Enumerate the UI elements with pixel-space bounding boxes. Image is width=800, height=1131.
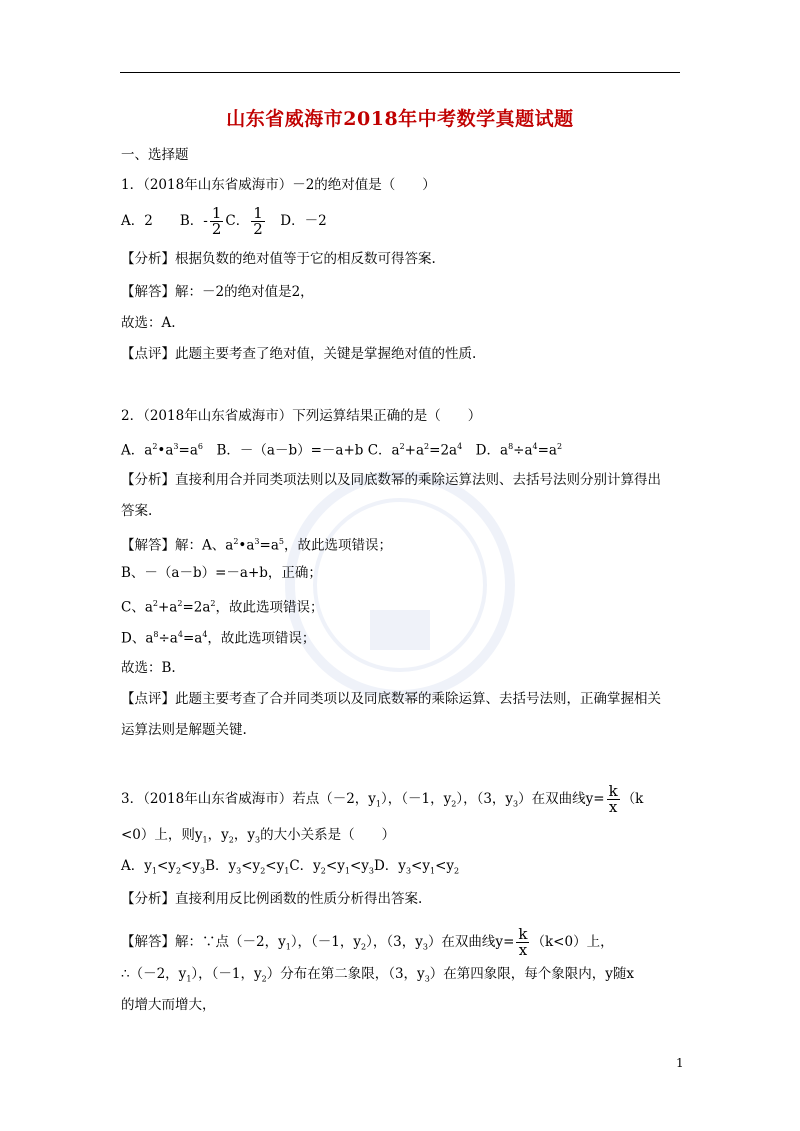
q2-choice: 故选：B. (121, 660, 176, 676)
fraction: $\frac{1}{2}$ (253, 204, 263, 238)
q2-options: A．$a^2•a^3=a^6$ B．－（a－b）=－a+b C．$a^2+a^2=2a^4$ D．$a^8\div a^4=a^2$ (121, 442, 563, 459)
q3-analysis: 【分析】直接利用反比例函数的性质分析得出答案. (121, 891, 423, 907)
q2-answer-d: D、$a^8\div a^4=a^4$，故此选项错误； (121, 630, 316, 647)
document-title: 山东省威海市2018年中考数学真题试题 (226, 108, 574, 130)
section-heading: 一、选择题 (121, 147, 189, 163)
q2-analysis-line1: 【分析】直接利用合并同类项法则以及同底数幂的乘除运算法则、去括号法则分别计算得出 (121, 472, 661, 488)
q2-answer-c: C、$a^2+a^2=2a^2$，故此选项错误； (121, 599, 324, 616)
q2-comment-line1: 【点评】此题主要考查了合并同类项以及同底数幂的乘除运算、去括号法则，正确掌握相关 (121, 691, 661, 707)
q3-answer-line3: 的增大而增大， (121, 997, 216, 1013)
q1-choice: 故选：A. (121, 315, 176, 331)
q2-answer-a: 【解答】解：A、$a^2•a^3=a^5$，故此选项错误； (121, 537, 392, 554)
q1-answer: 【解答】解：－2的绝对值是2， (121, 284, 314, 300)
q3-answer-line1: 【解答】解：∵点（－2，$y_1$），（－1，$y_2$），（3，$y_3$）在双曲线y= $\frac{k}{x}$ （k<0）上， (121, 925, 614, 959)
q3-stem-line1: 3．（2018年山东省威海市）若点（－2，$y_1$），（－1，$y_2$），（3，$y_3$）在双曲线y= $\frac{k}{x}$ （k (121, 782, 644, 816)
header-rule (120, 72, 680, 73)
q2-stem: 2．（2018年山东省威海市）下列运算结果正确的是（ ） (121, 408, 482, 424)
fraction: $\frac{k}{x}$ (518, 925, 528, 959)
page-number: 1 (676, 1056, 684, 1070)
q3-options: A．$y_1<y_2<y_3B$．$y_3<y_2<y_1C$．$y_2<y_1<y_3D$．$y_3<y_1<y_2$ (121, 858, 460, 876)
q3-answer-line2: ∴（－2，$y_1$），（－1，$y_2$）分布在第二象限，（3，$y_3$）在第四象限，每个象限内，y随x (121, 966, 635, 984)
fraction: $\frac{1}{2}$ (211, 204, 222, 238)
watermark-emblem (275, 460, 525, 710)
q1-stem: 1．（2018年山东省威海市）－2的绝对值是（ ） (121, 177, 436, 193)
fraction: $\frac{k}{x}$ (608, 782, 618, 816)
q1-options: A．2 B．- $\frac{1}{2}$ C． $\frac{1}{2}$ D．－2 (121, 204, 327, 238)
q2-analysis-line2: 答案. (121, 503, 153, 519)
q2-answer-b: B、－（a－b）=－a+b，正确； (121, 565, 322, 581)
q2-comment-line2: 运算法则是解题关键. (121, 722, 247, 738)
q1-comment: 【点评】此题主要考查了绝对值，关键是掌握绝对值的性质. (121, 346, 477, 362)
q1-analysis: 【分析】根据负数的绝对值等于它的相反数可得答案. (121, 251, 436, 267)
q3-stem-line2: <0）上，则$y_1$，$y_2$，$y_3$的大小关系是（ ） (121, 827, 396, 845)
